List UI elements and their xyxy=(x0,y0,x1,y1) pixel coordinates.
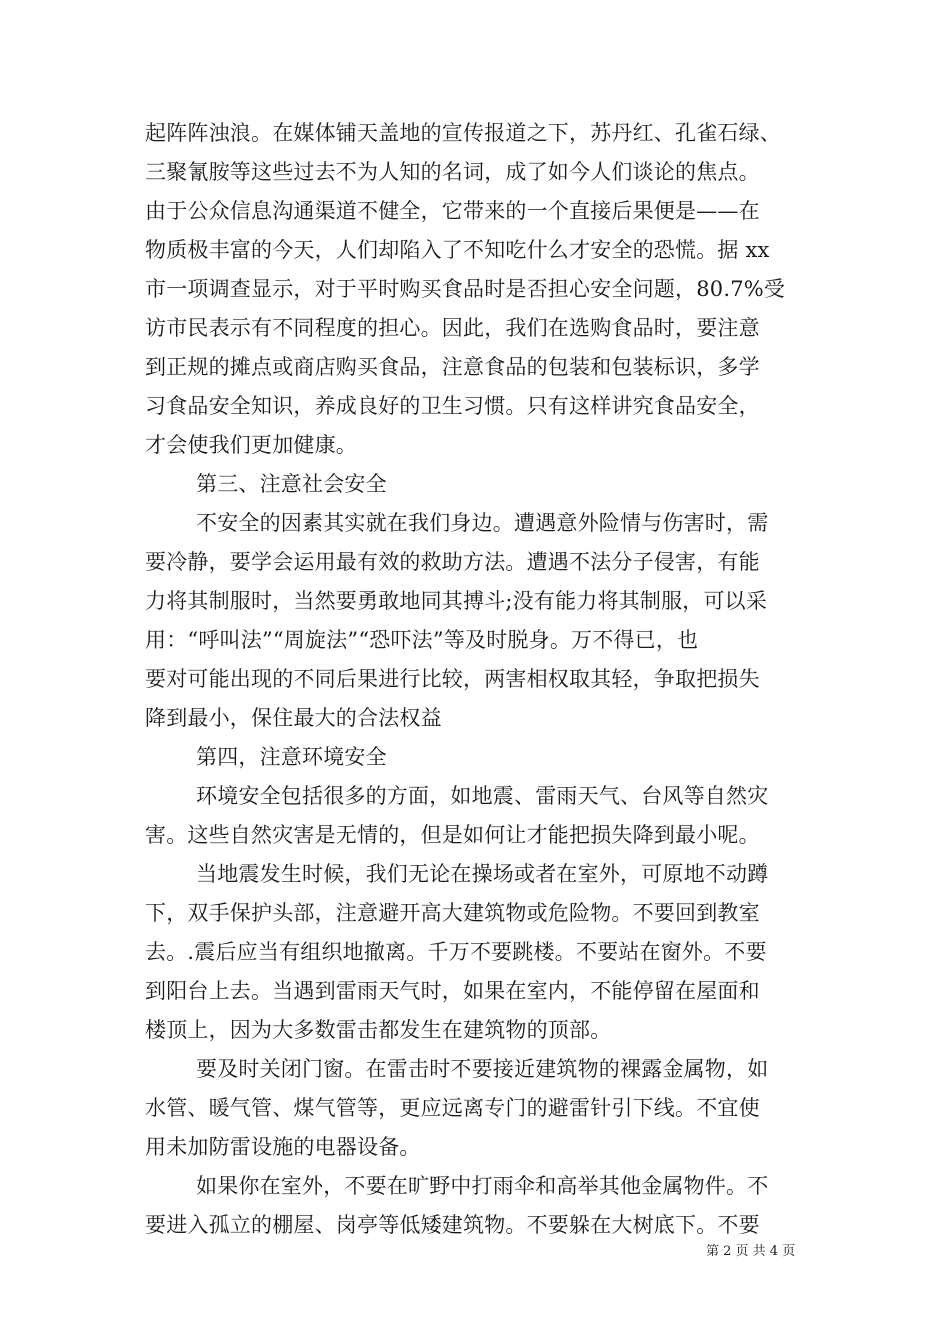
paragraph-line: 习食品安全知识，养成良好的卫生习惯。只有这样讲究食品安全， xyxy=(145,394,760,418)
paragraph-line: 要进入孤立的棚屋、岗亭等低矮建筑物。不要躲在大树底下。不要 xyxy=(145,1213,760,1237)
page-number: 第 2 页 共 4 页 xyxy=(706,1244,796,1259)
paragraph-line: 水管、暖气管、煤气管等，更应远离专门的避雷针引下线。不宜使 xyxy=(145,1096,760,1120)
paragraph-line: 用：“呼叫法”“周旋法”“恐吓法”等及时脱身。万不得已，也 xyxy=(145,628,699,652)
paragraph-line: 用未加防雷设施的电器设备。 xyxy=(145,1135,421,1159)
paragraph-line: 楼顶上，因为大多数雷击都发生在建筑物的顶部。 xyxy=(145,1018,612,1042)
paragraph-line: 由于公众信息沟通渠道不健全，它带来的一个直接后果便是——在 xyxy=(145,199,760,223)
paragraph-line: 下，双手保护头部，注意避开高大建筑物或危险物。不要回到教室 xyxy=(145,901,760,925)
section-heading: 第三、注意社会安全 xyxy=(196,472,387,496)
paragraph-line: 降到最小，保住最大的合法权益 xyxy=(145,706,442,730)
paragraph-line: 要冷静，要学会运用最有效的救助方法。遭遇不法分子侵害，有能 xyxy=(145,550,760,574)
paragraph-line: 到阳台上去。当遇到雷雨天气时，如果在室内，不能停留在屋面和 xyxy=(145,979,760,1003)
paragraph-line: 物质极丰富的今天，人们却陷入了不知吃什么才安全的恐慌。据 xx xyxy=(145,238,770,262)
paragraph-line: 如果你在室外，不要在旷野中打雨伞和高举其他金属物件。不 xyxy=(196,1174,769,1198)
paragraph-line: 市一项调查显示，对于平时购买食品时是否担心安全问题，80.7%受 xyxy=(145,277,786,301)
paragraph-line: 访市民表示有不同程度的担心。因此，我们在选购食品时，要注意 xyxy=(145,316,760,340)
paragraph-line: 不安全的因素其实就在我们身边。遭遇意外险情与伤害时，需 xyxy=(196,511,769,535)
section-heading: 第四，注意环境安全 xyxy=(196,745,387,769)
paragraph-line: 才会使我们更加健康。 xyxy=(145,433,357,457)
paragraph-line: 去。.震后应当有组织地撤离。千万不要跳楼。不要站在窗外。不要 xyxy=(145,940,767,964)
paragraph-line: 要对可能出现的不同后果进行比较，两害相权取其轻，争取把损失 xyxy=(145,667,760,691)
paragraph-line: 力将其制服时，当然要勇敢地同其搏斗;没有能力将其制服，可以采 xyxy=(145,589,768,613)
paragraph-line: 起阵阵浊浪。在媒体铺天盖地的宣传报道之下，苏丹红、孔雀石绿、 xyxy=(145,121,781,145)
paragraph-line: 当地震发生时候，我们无论在操场或者在室外，可原地不动蹲 xyxy=(196,862,769,886)
paragraph-line: 到正规的摊点或商店购买食品，注意食品的包装和包装标识，多学 xyxy=(145,355,760,379)
paragraph-line: 要及时关闭门窗。在雷击时不要接近建筑物的裸露金属物，如 xyxy=(196,1057,769,1081)
paragraph-line: 三聚氰胺等这些过去不为人知的名词，成了如今人们谈论的焦点。 xyxy=(145,160,760,184)
paragraph-line: 环境安全包括很多的方面，如地震、雷雨天气、台风等自然灾 xyxy=(196,784,769,808)
paragraph-line: 害。这些自然灾害是无情的，但是如何让才能把损失降到最小呢。 xyxy=(145,823,760,847)
